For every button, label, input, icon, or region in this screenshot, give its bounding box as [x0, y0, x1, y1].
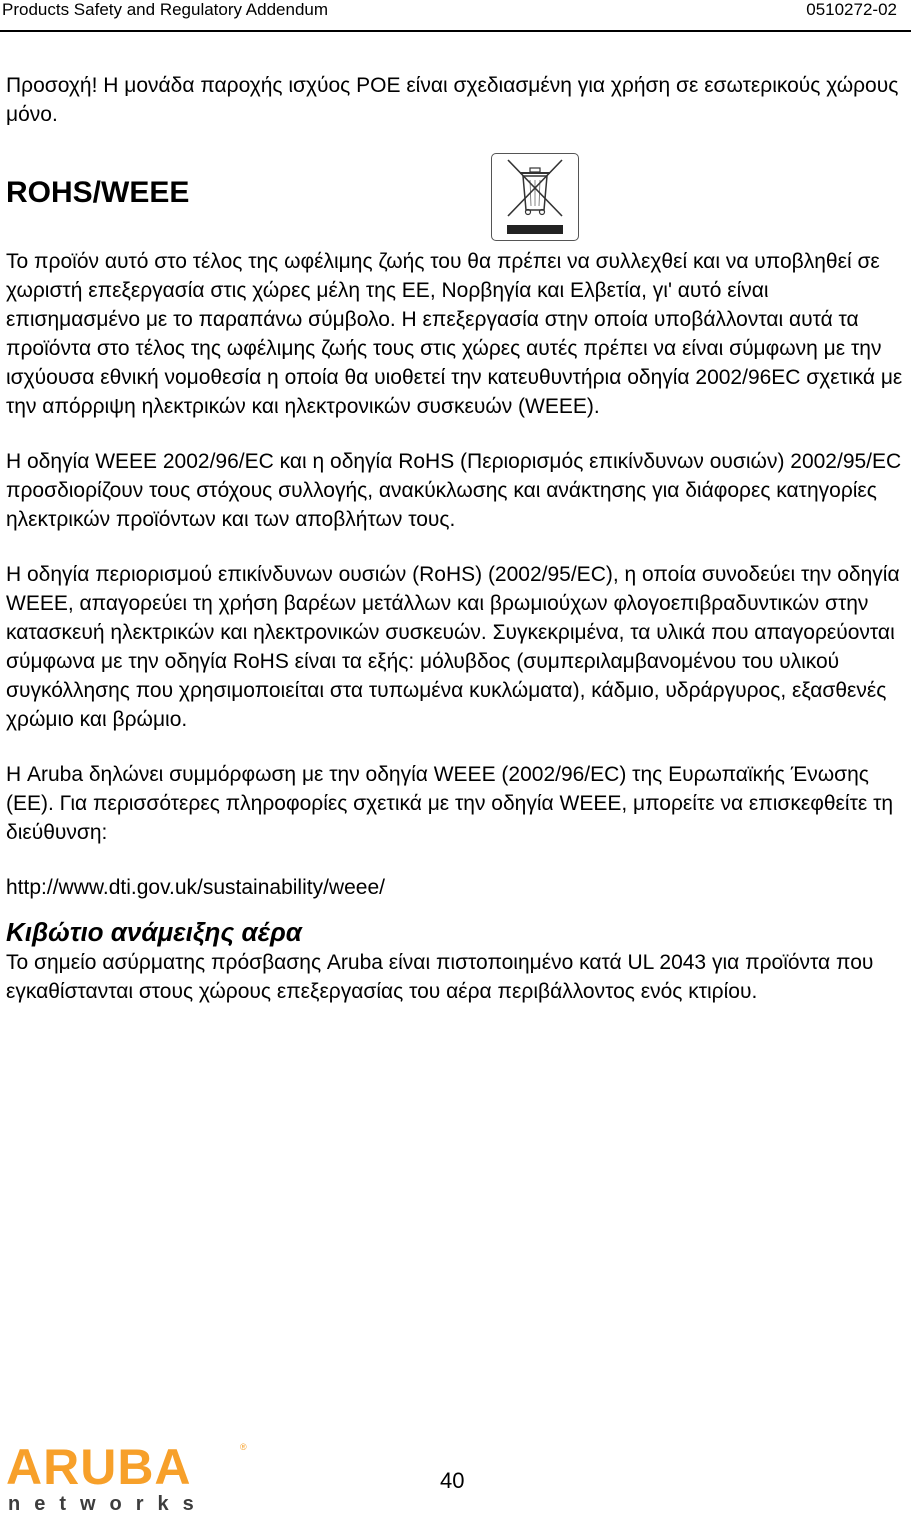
rohs-paragraph-4: Η Aruba δηλώνει συμμόρφωση με την οδηγία WEEE (2002/96/EC) της Ευρωπαϊκής Ένωσης (ΕΕ). Για περισσότερες πληροφορίες σχετικά με την οδηγία WEEE, μπορείτε να επισκεφθείτε τη διεύθυνση:: [6, 763, 894, 844]
rohs-paragraph-1: Το προϊόν αυτό στο τέλος της ωφέλιμης ζωής του θα πρέπει να συλλεχθεί και να υποβληθεί σε χωριστή επεξεργασία στις χώρες μέλη της ΕΕ, Νορβηγία και Ελβετία, γι' αυτό είναι επισημασμένο με το παραπάνω σύμβολο. Η επεξεργασία στην οποία υποβάλλονται αυτά τα προϊόντα στο τέλος της ωφέλιμης ζωής τους στις χώρες αυτές πρέπει να είναι σύμφωνη με την ισχύουσα εθνική νομοθεσία η οποία θα υιοθετεί την κατευθυντήρια οδηγία 2002/96EC σχετικά με την απόρριψη ηλεκτρικών και ηλεκτρονικών συσκευών (WEEE).: [6, 250, 903, 418]
rohs-paragraph-3: Η οδηγία περιορισμού επικίνδυνων ουσιών (RoHS) (2002/95/EC), η οποία συνοδεύει την οδηγία WEEE, απαγορεύει τη χρήση βαρέων μετάλλων και βρωμιούχων φλογοεπιβραδυντικών στην κατασκευή ηλεκτρικών και ηλεκτρονικών συσκευών. Συγκεκριμένα, τα υλικά που απαγορεύονται σύμφωνα με την οδηγία RoHS είναι τα εξής: μόλυβδος (συμπεριλαμβανομένου του υλικού συγκόλλησης που χρησιμοποιείται στα τυπωμένα κυκλώματα), κάδμιο, υδράργυρος, εξασθενές χρώμιο και βρώμιο.: [6, 563, 900, 731]
aruba-networks-logo: [4, 1438, 252, 1514]
logo-text: ARUBA: [6, 1439, 192, 1495]
svg-text:®: ®: [240, 1442, 247, 1452]
weee-info-url: http://www.dti.gov.uk/sustainability/weee/: [6, 876, 385, 899]
header-doc-number: 0510272-02: [806, 0, 897, 19]
logo-subtext: networks: [8, 1493, 208, 1514]
poe-warning-text: Προσοχή! Η μονάδα παροχής ισχύος POE είναι σχεδιασμένη για χρήση σε εσωτερικούς χώρους μόνο.: [6, 74, 899, 126]
page-header: [0, 0, 911, 32]
weee-crossed-bin-icon: [491, 153, 579, 241]
rohs-heading-row: [6, 149, 906, 247]
page-number: 40: [440, 1468, 465, 1493]
rohs-weee-heading: ROHS/WEEE: [6, 176, 190, 209]
header-title: Products Safety and Regulatory Addendum: [2, 0, 329, 19]
rohs-paragraph-2: Η οδηγία WEEE 2002/96/EC και η οδηγία RoHS (Περιορισμός επικίνδυνων ουσιών) 2002/95/EC προσδιορίζουν τους στόχους συλλογής, ανακύκλωσης και ανάκτησης για διάφορες κατηγορίες ηλεκτρικών προϊόντων και των αποβλήτων τους.: [6, 450, 902, 531]
page-content: [6, 71, 906, 1006]
plenum-heading: Κιβώτιο ανάμειξης αέρα: [6, 917, 302, 947]
plenum-paragraph: Το σημείο ασύρματης πρόσβασης Aruba είναι πιστοποιημένο κατά UL 2043 για προϊόντα που εγκαθίστανται στους χώρους επεξεργασίας του αέρα περιβάλλοντος ενός κτιρίου.: [6, 951, 874, 1003]
